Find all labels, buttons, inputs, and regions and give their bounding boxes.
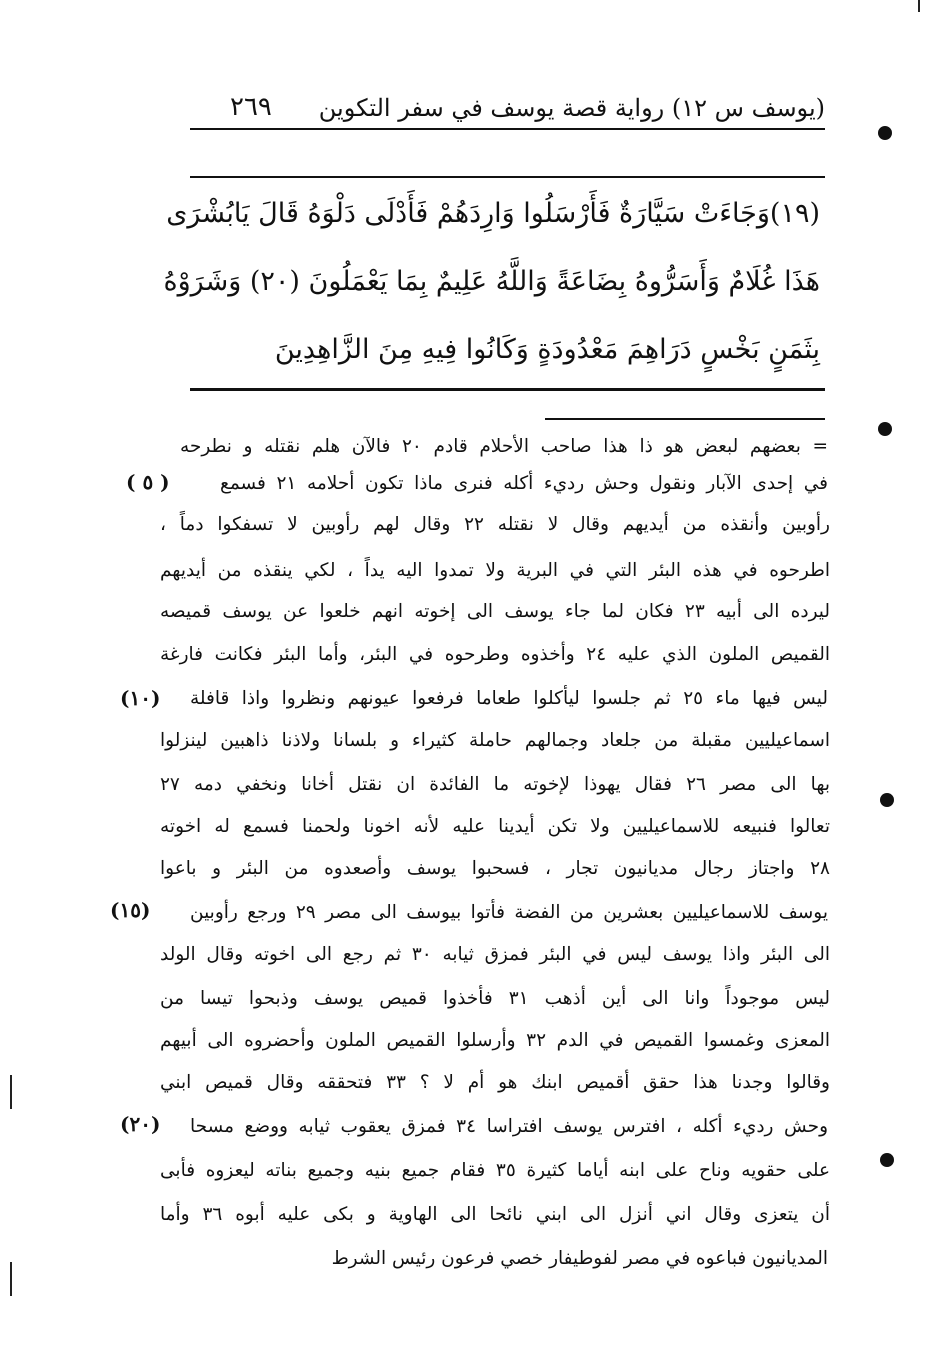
commentary-line: المعزى وغمسوا القميص في الدم ٣٢ وأرسلوا القميص الملون وأحضروه الى أبيهم <box>160 1030 830 1051</box>
commentary-line: ليس فيها ماء ٢٥ ثم جلسوا ليأكلوا طعاما فرفعوا عيونهم ونظروا واذا قافلة <box>190 688 828 709</box>
binding-hole <box>880 1153 894 1167</box>
commentary-line: تعالوا فنبيعه للاسماعيليين ولا تكن أيدينا عليه لأنه اخونا ولحمنا فسمع له اخوته <box>160 816 830 837</box>
verse-line: هَذَا غُلَامٌ وَأَسَرُّوهُ بِضَاعَةً وَاللَّهُ عَلِيمٌ بِمَا يَعْمَلُونَ (٢٠) وَشَرَوْهُ <box>163 266 820 297</box>
commentary-line: على حقويه وناح على ابنه أياما كثيرة ٣٥ فقام جميع بنيه وجميع بناته ليعزوه فأبى <box>160 1160 830 1181</box>
commentary-line: ليرده الى أبيه ٢٣ فكان لما جاء يوسف الى إخوته انهم خلعوا عن يوسف قميصه <box>160 601 830 622</box>
margin-line-number: (١٠) <box>120 686 161 710</box>
commentary-line: الى البئر واذا يوسف ليس في البئر فمزق ثيابه ٣٠ ثم رجع الى اخوته وقال الولد <box>160 944 830 965</box>
commentary-line: ٢٨ واجتاز رجال مديانيون تجار ، فسحبوا يوسف وأصعدوه من البئر و باعوا <box>160 858 830 879</box>
verse-line: بِثَمَنٍ بَخْسٍ دَرَاهِمَ مَعْدُودَةٍ وَكَانُوا فِيهِ مِنَ الزَّاهِدِينَ <box>274 334 820 365</box>
scan-edge-mark <box>10 1075 12 1109</box>
running-title: (يوسف س ١٢) رواية قصة يوسف في سفر التكوين <box>318 94 825 122</box>
commentary-line: وقالوا وجدنا هذا حقق أقميص ابنك هو أم لا ؟ ٣٣ فتحققه وقال قميص ابني <box>160 1072 830 1093</box>
scan-edge-mark <box>918 0 920 12</box>
scan-edge-mark <box>10 1262 12 1296</box>
margin-line-number: (٢٠) <box>120 1112 161 1136</box>
commentary-line: وحش رديء أكله ، افترس يوسف افتراسا ٣٤ فمزق يعقوب ثيابه ووضع مسحا <box>190 1116 829 1137</box>
commentary-line: في إحدى الآبار ونقول وحش رديء أكله فنرى ماذا تكون أحلامه ٢١ فسمع <box>220 473 828 494</box>
verse-line: (١٩)وَجَاءَتْ سَيَّارَةٌ فَأَرْسَلُوا وَارِدَهُمْ فَأَدْلَى دَلْوَهُ قَالَ يَابُشْرَى <box>166 198 820 229</box>
margin-line-number: (١٥) <box>110 898 151 922</box>
commentary-line: يوسف للاسماعيليين بعشرين من الفضة فأتوا بيوسف الى مصر ٢٩ ورجع رأوبين <box>190 902 829 923</box>
commentary-line: أن يتعزى وقال اني أنزل الى ابني نائحا الى الهاوية و بكى عليه أبوه ٣٦ وأما <box>160 1204 830 1225</box>
margin-line-number: ( ٥ ) <box>126 470 170 494</box>
page-number: ٢٦٩ <box>230 92 272 122</box>
binding-hole <box>878 422 892 436</box>
commentary-line: = بعضهم لبعض هو ذا هذا صاحب الأحلام قادم ٢٠ فالآن هلم نقتله و نطرحه <box>180 436 828 457</box>
header-rule <box>190 128 825 130</box>
commentary-line: المديانيون فباعوه في مصر لفوطيفار خصي فرعون رئيس الشرط <box>331 1248 828 1269</box>
footnote-rule <box>545 418 825 420</box>
commentary-line: القميص الملون الذي عليه ٢٤ وأخذوه وطرحوه في البئر، وأما البئر فكانت فارغة <box>160 644 830 665</box>
commentary-line: بها الى مصر ٢٦ فقال يهوذا لإخوته ما الفائدة ان نقتل أخانا ونخفي دمه ٢٧ <box>160 774 830 795</box>
page-header <box>200 92 825 132</box>
binding-hole <box>880 793 894 807</box>
binding-hole <box>878 126 892 140</box>
commentary-line: اطرحوه في هذه البئر التي في البرية ولا تمدوا اليه يداً ، لكي ينقذه من أيديهم <box>160 560 830 581</box>
commentary-line: رأوبين وأنقذه من أيديهم وقال لا نقتله ٢٢ وقال لهم رأوبين لا تسفكوا دماً ، <box>160 514 830 535</box>
verse-top-rule <box>190 176 825 178</box>
commentary-line: اسماعيليين مقبلة من جلعاد وجمالهم حاملة كثيراء و بلسانا ولاذنا ذاهبين لينزلوا <box>160 730 830 751</box>
verse-bottom-rule <box>190 388 825 391</box>
commentary-line: ليس موجوداً وانا الى أين أذهب ٣١ فأخذوا قميص يوسف وذبحوا تيسا من <box>160 988 831 1009</box>
